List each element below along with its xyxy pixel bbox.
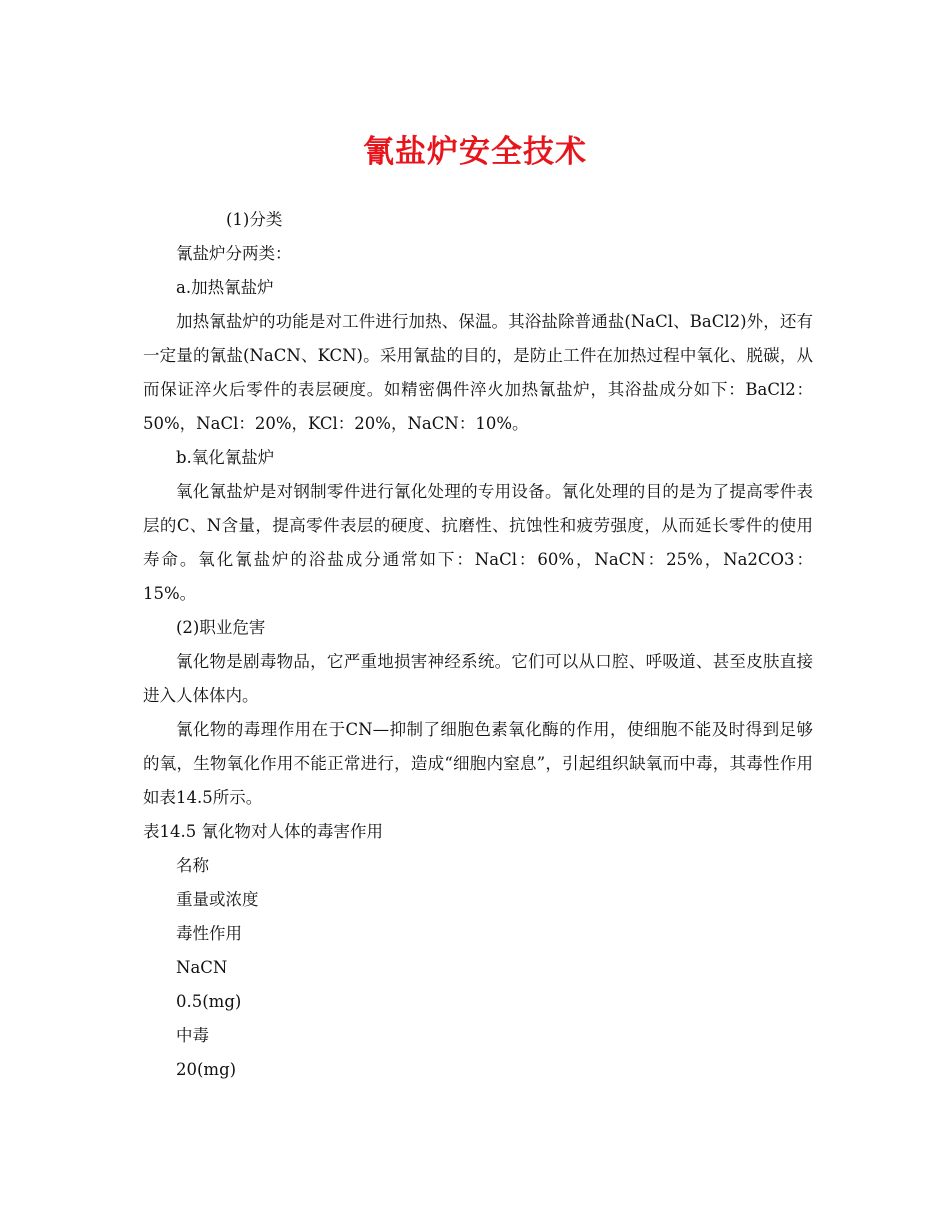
table-cell: 0.5(mg): [176, 992, 242, 1011]
paragraph: 氰盐炉分两类：: [176, 244, 292, 263]
table-cell: NaCN: [176, 958, 228, 977]
paragraph: 氰化物是剧毒物品，它严重地损害神经系统。它们可以从口腔、呼吸道、甚至皮肤直接进入人体体内。: [143, 652, 813, 705]
table-cell: 重量或浓度: [176, 890, 259, 909]
table-cell: 中毒: [176, 1026, 209, 1045]
subheading-oxidation-furnace: b.氧化氰盐炉: [176, 448, 275, 467]
table-caption: 表14.5 氰化物对人体的毒害作用: [143, 822, 383, 841]
table-cell: 名称: [176, 856, 209, 875]
section-heading-occupational-hazard: (2)职业危害: [176, 618, 266, 637]
paragraph: 加热氰盐炉的功能是对工件进行加热、保温。其浴盐除普通盐(NaCl、BaCl2)外，还有一定量的氰盐(NaCN、KCN)。采用氰盐的目的，是防止工件在加热过程中氧化、脱碳，从而保证淬火后零件的表层硬度。如精密偶件淬火加热氰盐炉，其浴盐成分如下：BaCl2：50%，NaCl：20%，KCl：20%，NaCN：10%。: [143, 312, 813, 433]
document-body: [143, 203, 813, 1087]
document-title: 氰盐炉安全技术: [363, 134, 587, 170]
section-heading-classification: (1)分类: [226, 210, 283, 229]
table-cell: 20(mg): [176, 1060, 237, 1079]
paragraph: 氧化氰盐炉是对钢制零件进行氰化处理的专用设备。氰化处理的目的是为了提高零件表层的C、N含量，提高零件表层的硬度、抗磨性、抗蚀性和疲劳强度，从而延长零件的使用寿命。氧化氰盐炉的浴盐成分通常如下：NaCl：60%，NaCN：25%，Na2CO3：15%。: [143, 482, 813, 603]
subheading-heating-furnace: a.加热氰盐炉: [176, 278, 274, 297]
table-cell: 毒性作用: [176, 924, 242, 943]
paragraph: 氰化物的毒理作用在于CN—抑制了细胞色素氧化酶的作用，使细胞不能及时得到足够的氧，生物氧化作用不能正常进行，造成“细胞内窒息”，引起组织缺氧而中毒，其毒性作用如表14.5所示。: [143, 720, 813, 807]
